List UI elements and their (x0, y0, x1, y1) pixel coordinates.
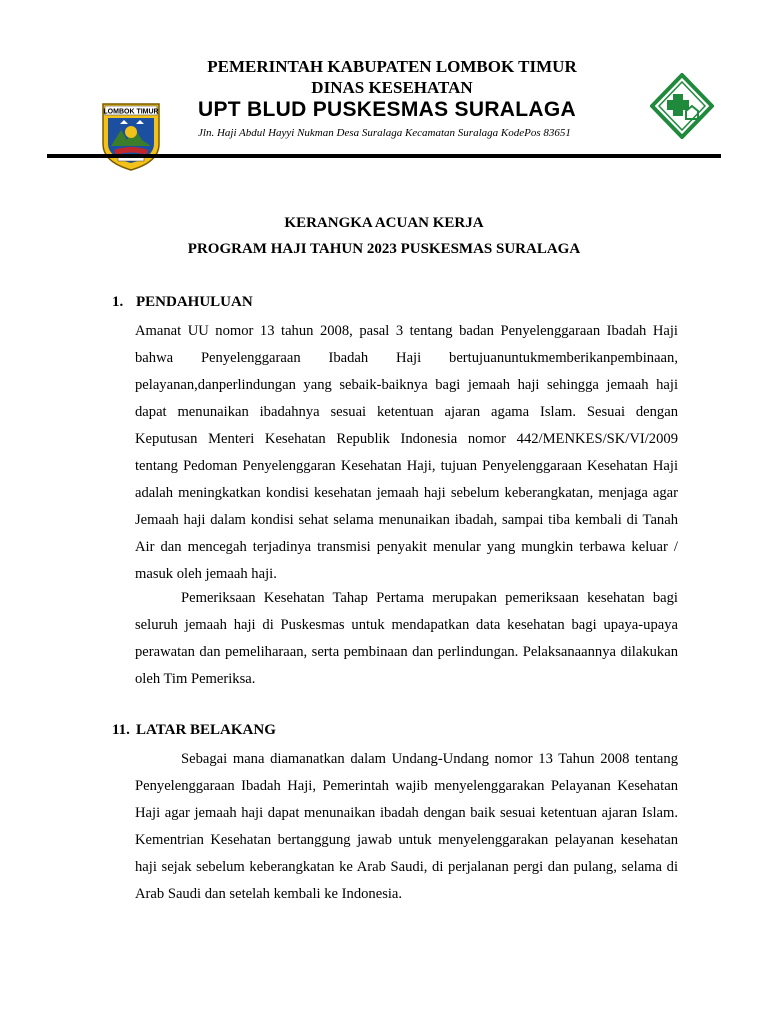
document-subtitle: PROGRAM HAJI TAHUN 2023 PUSKESMAS SURALAGA (187, 241, 581, 257)
paragraph: Amanat UU nomor 13 tahun 2008, pasal 3 tentang badan Penyelenggaraan Ibadah Haji bahwa Penyelenggaraan Ibadah Haji bertujuanuntukmemberikanpembinaan, pelayanan,danperlindungan yang sebaik-baiknya bagi jemaah haji sehingga jemaah haji dapat menunaikan ibadahnya sesuai ketentuan ajaran agama Islam. Sesuai dengan Keputusan Menteri Kesehatan Republik Indonesia nomor 442/MENKES/SK/VI/2009 tentang Pedoman Penyelenggaran Kesehatan Haji, tujuan Penyelenggaraan Kesehatan Haji adalah meningkatkan kondisi kesehatan jemaah haji sebelum keberangkatan, menjaga agar Jemaah haji dalam kondisi sehat selama menunaikan ibadah, sampai tiba kembali di Tanah Air dan mencegah terjadinya transmisi penyakit menular yang mungkin terbawa keluar / masuk oleh jemaah haji. (135, 323, 678, 582)
paragraph: Sebagai mana diamanatkan dalam Undang-Undang nomor 13 Tahun 2008 tentang Penyelenggaraan Ibadah Haji, Pemerintah wajib menyelenggarakan Pelayanan Kesehatan Haji agar jemaah haji dapat menunaikan ibadah dengan baik sesuai ketentuan ajaran Islam. Kementrian Kesehatan bertanggung jawab untuk menyelenggarakan pelayanan kesehatan haji sejak sebelum keberangkatan ke Arab Saudi, di perjalanan pergi dan pulang, selama di Arab Saudi dan setelah kembali ke Indonesia. (135, 751, 678, 902)
section-number: 1. (112, 294, 124, 310)
section-title: PENDAHULUAN (136, 294, 253, 310)
agency-name: DINAS KESEHATAN (311, 78, 473, 97)
section-heading-latar-belakang (112, 722, 276, 739)
address: Jln. Haji Abdul Hayyi Nukman Desa Suralaga Kecamatan Suralaga KodePos 83651 (198, 127, 571, 139)
section-number: 11. (112, 722, 130, 738)
crest-label: LOMBOK TIMUR (103, 108, 159, 116)
puskesmas-cross-icon (650, 73, 714, 139)
letterhead (0, 0, 768, 170)
document-title: KERANGKA ACUAN KERJA (284, 215, 484, 231)
section-heading-pendahuluan (112, 294, 253, 311)
section-title: LATAR BELAKANG (136, 722, 276, 738)
header-divider (47, 154, 721, 158)
government-name: PEMERINTAH KABUPATEN LOMBOK TIMUR (207, 57, 577, 76)
lombok-timur-crest-icon (100, 100, 162, 172)
paragraph: Pemeriksaan Kesehatan Tahap Pertama merupakan pemeriksaan kesehatan bagi seluruh jemaah haji di Puskesmas untuk mendapatkan data kesehatan bagi upaya-upaya perawatan dan pemeliharaan, serta pembinaan dan perlindungan. Pelaksanaannya dilakukan oleh Tim Pemeriksa. (135, 590, 678, 687)
unit-name: UPT BLUD PUSKESMAS SURALAGA (198, 98, 576, 121)
